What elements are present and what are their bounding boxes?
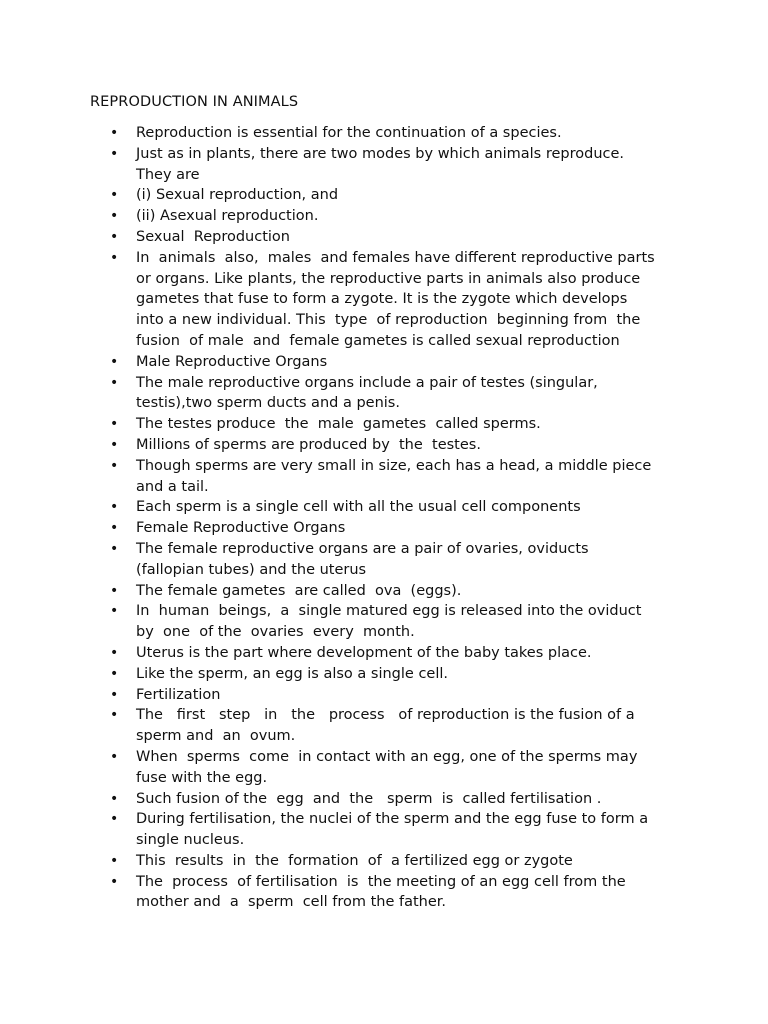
bullet-icon: • — [110, 582, 119, 599]
list-item — [0, 581, 681, 602]
list-item — [0, 789, 681, 810]
list-item-text: In animals also, males and females have different reproductive parts or organs. Like plants, the reproductive parts in animals also produce gametes that fuse to form a zygote. It is the zygote which develops into a new individual. This type of reproduction beginning from the fusion of male and female gametes is called sexual reproduction — [136, 249, 655, 349]
bullet-icon: • — [110, 208, 119, 225]
list-item-text: This results in the formation of a fertilized egg or zygote — [136, 852, 573, 869]
list-item — [0, 601, 681, 643]
list-item — [0, 872, 681, 914]
list-item-text: The male reproductive organs include a pair of testes (singular, testis),two sperm ducts and a penis. — [136, 374, 598, 412]
bullet-icon: • — [110, 125, 119, 141]
bullet-icon: • — [110, 436, 119, 453]
bullet-icon: • — [110, 707, 119, 724]
list-item — [0, 123, 681, 144]
list-item — [0, 414, 681, 435]
list-item — [0, 685, 681, 706]
list-item — [0, 206, 681, 227]
bullet-list — [0, 123, 681, 913]
bullet-icon: • — [110, 540, 119, 557]
list-item-text: During fertilisation, the nuclei of the sperm and the egg fuse to form a single nucleus. — [136, 811, 649, 849]
bullet-icon: • — [110, 457, 119, 474]
list-item — [0, 435, 681, 456]
list-item-text: (i) Sexual reproduction, and — [136, 187, 339, 204]
list-item-text: When sperms come in contact with an egg, one of the sperms may fuse with the egg. — [136, 748, 638, 786]
list-item — [0, 518, 681, 539]
bullet-icon: • — [110, 353, 119, 370]
list-item-text: Millions of sperms are produced by the testes. — [136, 436, 481, 453]
list-item — [0, 227, 681, 248]
list-item-text: The female gametes are called ova (eggs). — [136, 582, 462, 599]
list-item — [0, 643, 681, 664]
document-title: REPRODUCTION IN ANIMALS — [90, 94, 299, 110]
list-item-text: Male Reproductive Organs — [136, 353, 328, 370]
bullet-icon: • — [110, 665, 119, 682]
list-item-text: Each sperm is a single cell with all the usual cell components — [136, 499, 581, 516]
bullet-icon: • — [110, 790, 119, 807]
list-item-text: Sexual Reproduction — [136, 228, 290, 245]
list-item-text: Such fusion of the egg and the sperm is called fertilisation . — [136, 790, 602, 807]
bullet-icon: • — [110, 374, 119, 391]
list-item-text: Like the sperm, an egg is also a single cell. — [136, 665, 449, 682]
bullet-icon: • — [110, 416, 119, 433]
bullet-icon: • — [110, 811, 119, 828]
list-item — [0, 809, 681, 851]
list-item-text: Fertilization — [136, 686, 221, 703]
list-item — [0, 373, 681, 415]
list-item — [0, 664, 681, 685]
list-item-text: Reproduction is essential for the continuation of a species. — [136, 125, 562, 141]
list-item-text: The first step in the process of reproduction is the fusion of a sperm and an ovum. — [136, 707, 635, 745]
list-item — [0, 248, 681, 352]
bullet-icon: • — [110, 644, 119, 661]
bullet-icon: • — [110, 228, 119, 245]
list-item — [0, 497, 681, 518]
list-item — [0, 144, 681, 186]
list-item — [0, 456, 681, 498]
list-item — [0, 705, 681, 747]
list-item-text: In human beings, a single matured egg is released into the oviduct by one of the ovaries every month. — [136, 603, 642, 641]
list-item — [0, 352, 681, 373]
bullet-icon: • — [110, 187, 119, 204]
list-item — [0, 185, 681, 206]
list-item — [0, 747, 681, 789]
bullet-icon: • — [110, 748, 119, 765]
list-item-text: The process of fertilisation is the meeting of an egg cell from the mother and a sperm cell from the father. — [136, 873, 626, 911]
list-item-text: Just as in plants, there are two modes by which animals reproduce. They are — [136, 145, 625, 183]
bullet-icon: • — [110, 499, 119, 516]
list-item-text: The testes produce the male gametes called sperms. — [136, 416, 541, 433]
bullet-icon: • — [110, 145, 119, 162]
list-item-text: Female Reproductive Organs — [136, 520, 346, 537]
bullet-icon: • — [110, 249, 119, 266]
bullet-icon: • — [110, 873, 119, 890]
list-item — [0, 539, 681, 581]
bullet-icon: • — [110, 852, 119, 869]
bullet-icon: • — [110, 520, 119, 537]
bullet-icon: • — [110, 603, 119, 620]
list-item-text: The female reproductive organs are a pair of ovaries, oviducts (fallopian tubes) and the uterus — [136, 540, 589, 578]
list-item-text: (ii) Asexual reproduction. — [136, 208, 319, 225]
list-item — [0, 851, 681, 872]
list-item-text: Uterus is the part where development of the baby takes place. — [136, 644, 592, 661]
list-item-text: Though sperms are very small in size, each has a head, a middle piece and a tail. — [136, 457, 652, 495]
bullet-icon: • — [110, 686, 119, 703]
